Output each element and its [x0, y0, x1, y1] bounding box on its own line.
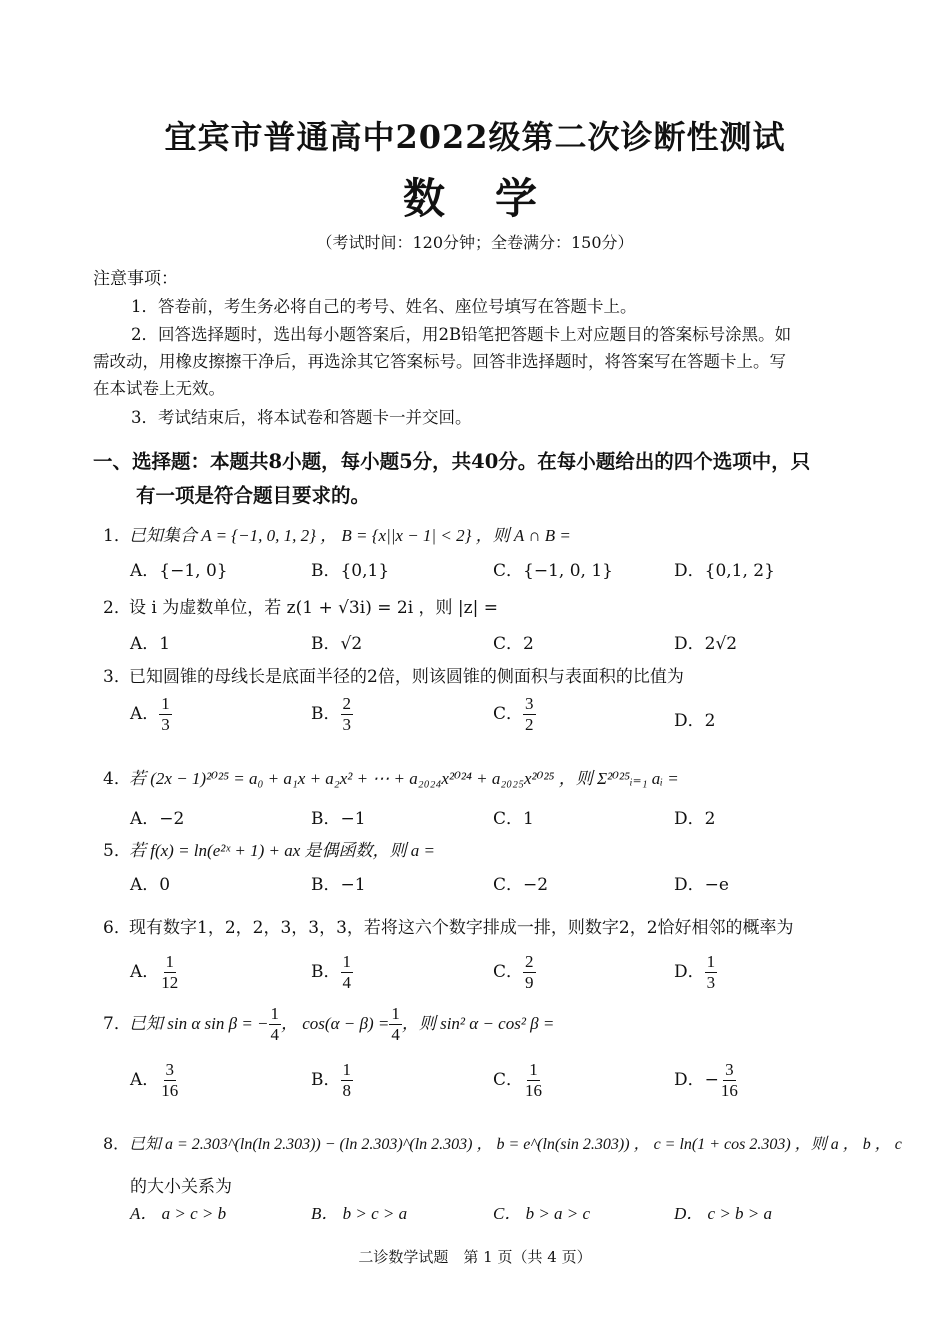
question-8-cont: 的大小关系为 — [130, 1177, 232, 1197]
notice-item: 3．考试结束后，将本试卷和答题卡一并交回。 — [131, 408, 472, 427]
question-5: 5．若 f(x) = ln(e²ˣ + 1) + ax 是偶函数，则 a = — [103, 841, 436, 861]
fraction: $\frac{3}{2}$ — [525, 694, 534, 734]
page-footer: 二诊数学试题 第 1 页（共 4 页） — [358, 1248, 592, 1266]
option-b: B． $\frac{1}{8}$ — [311, 1060, 351, 1100]
option-c: C．2 — [493, 634, 534, 654]
exam-title: 宜宾市普通高中2022级第二次诊断性测试 — [164, 118, 786, 156]
option-a: A．1 — [130, 634, 171, 654]
option-a: A． $\frac{1}{3}$ — [130, 694, 170, 734]
exam-info: （考试时间：120分钟；全卷满分：150分） — [316, 233, 634, 252]
option-d: D．−e — [674, 875, 729, 895]
question-4: 4．若 (2x − 1)²⁰²⁵ = a₀ + a₁x + a₂x² + ⋯ + a₂₀₂₄x²⁰²⁴ + a₂₀₂₅x²⁰²⁵ ，则 Σ²⁰²⁵ᵢ₌₁ aᵢ = — [103, 769, 679, 789]
fraction: $\frac{3}{16}$ — [720, 1060, 738, 1100]
option-c: C．−2 — [493, 875, 549, 895]
question-6: 6．现有数字1，2，2，3，3，3，若将这六个数字排成一排，则数字2，2恰好相邻的概率为 — [103, 918, 794, 938]
option-a: A． $\frac{1}{12}$ — [130, 952, 179, 992]
fraction: $\frac{1}{4}$ — [270, 1004, 280, 1044]
fraction: $\frac{2}{3}$ — [342, 694, 351, 734]
option-b: B． $\frac{1}{4}$ — [311, 952, 351, 992]
option-b: B．−1 — [311, 809, 366, 829]
option-d: D．{0,1, 2} — [674, 561, 775, 581]
notice-item: 需改动，用橡皮擦擦干净后，再选涂其它答案标号。回答非选择题时，将答案写在答题卡上。写 — [93, 352, 786, 371]
option-b: B． b > c > a — [311, 1204, 408, 1223]
fraction: $\frac{1}{4}$ — [391, 1004, 400, 1044]
option-a: A．{−1, 0} — [130, 561, 228, 581]
question-3: 3．已知圆锥的母线长是底面半径的2倍，则该圆锥的侧面积与表面积的比值为 — [103, 667, 684, 687]
notice-heading: 注意事项： — [93, 269, 178, 289]
option-c: C． $\frac{3}{2}$ — [493, 694, 534, 734]
option-b: B．{0,1} — [311, 561, 390, 581]
option-c: C．1 — [493, 809, 534, 829]
option-d: D． $\frac{1}{3}$ — [674, 952, 716, 992]
fraction: $\frac{1}{8}$ — [342, 1060, 351, 1100]
notice-item: 1．答卷前，考生务必将自己的考号、姓名、座位号填写在答题卡上。 — [131, 297, 637, 316]
option-d: D．2 — [674, 711, 716, 731]
subject-title: 数学 — [402, 174, 587, 223]
option-d: D．2 — [674, 809, 716, 829]
fraction: $\frac{1}{16}$ — [525, 1060, 543, 1100]
question-8: 8．已知 a = 2.303^(ln(ln 2.303)) − (ln 2.303)^(ln 2.303) ， b = e^(ln(sin 2.303)) ， c = ln(1 + cos 2.303) ，则 a ， b ， c — [103, 1134, 902, 1153]
option-a: A． a > c > b — [130, 1204, 227, 1223]
option-d: D． c > b > a — [674, 1204, 773, 1223]
option-a: A．−2 — [130, 809, 185, 829]
question-2: 2．设 i 为虚数单位，若 z(1 + √3i) = 2i ，则 |z| = — [103, 598, 498, 618]
fraction: $\frac{1}{3}$ — [161, 694, 170, 734]
option-c: C． b > a > c — [493, 1204, 591, 1223]
option-b: B．−1 — [311, 875, 366, 895]
fraction: $\frac{2}{9}$ — [525, 952, 534, 992]
option-c: C． $\frac{1}{16}$ — [493, 1060, 543, 1100]
option-d: D．− $\frac{3}{16}$ — [674, 1060, 738, 1100]
option-b: B． $\frac{2}{3}$ — [311, 694, 351, 734]
option-b: B．√2 — [311, 634, 363, 654]
option-a: A．0 — [130, 875, 171, 895]
question-1: 1．已知集合 A = {−1, 0, 1, 2} ， B = {x||x − 1| < 2} ，则 A ∩ B = — [103, 526, 571, 546]
fraction: $\frac{1}{12}$ — [161, 952, 179, 992]
notice-item: 2．回答选择题时，选出每小题答案后，用2B铅笔把答题卡上对应题目的答案标号涂黑。如 — [131, 325, 792, 344]
option-c: C．{−1, 0, 1} — [493, 561, 613, 581]
fraction: $\frac{3}{16}$ — [161, 1060, 179, 1100]
notice-item: 在本试卷上无效。 — [93, 379, 225, 398]
fraction: $\frac{1}{4}$ — [342, 952, 351, 992]
option-a: A． $\frac{3}{16}$ — [130, 1060, 179, 1100]
option-c: C． $\frac{2}{9}$ — [493, 952, 534, 992]
option-d: D．2√2 — [674, 634, 738, 654]
question-7: 7．已知 sin α sin β = − $\frac{1}{4}$ ， cos(α − β) = $\frac{1}{4}$ ，则 sin² α − cos² β = — [103, 1004, 555, 1044]
section-heading-cont: 有一项是符合题目要求的。 — [136, 484, 371, 507]
section-heading: 一、选择题：本题共8小题，每小题5分，共40分。在每小题给出的四个选项中，只 — [93, 450, 811, 473]
fraction: $\frac{1}{3}$ — [706, 952, 716, 992]
